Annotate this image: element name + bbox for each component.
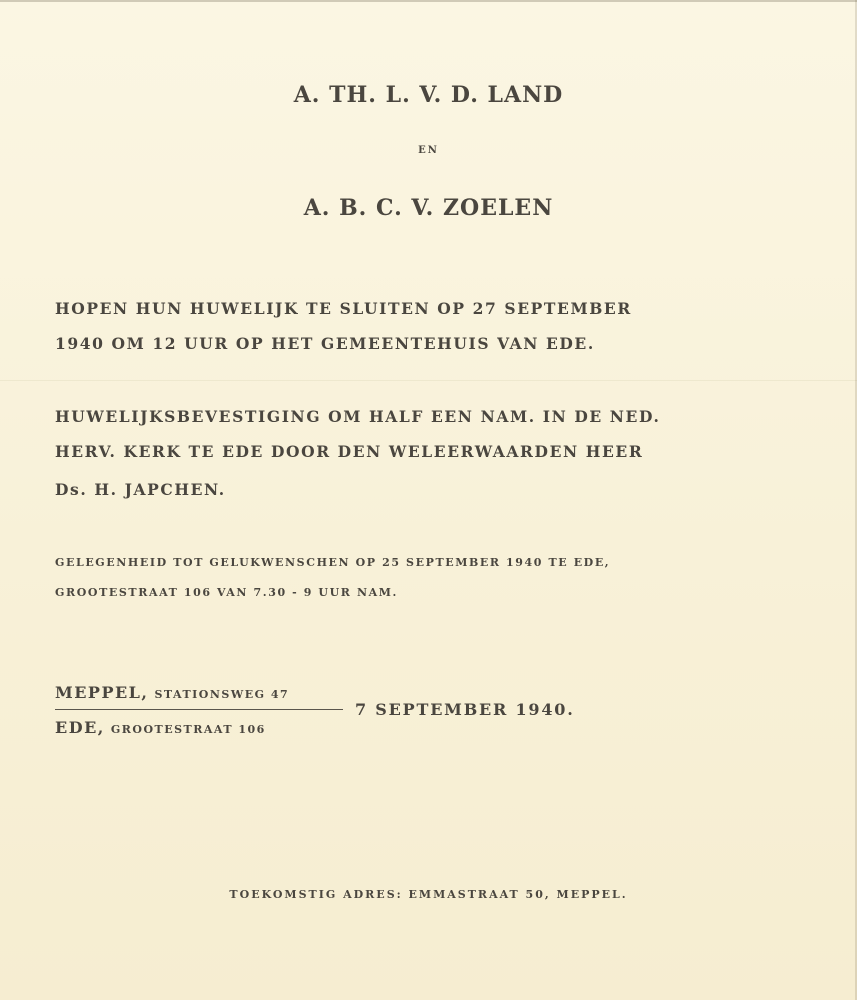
bride-name: A. B. C. V. ZOELEN xyxy=(303,195,554,221)
paper-fold-crease xyxy=(0,380,857,381)
future-address: TOEKOMSTIG ADRES: EMMASTRAAT 50, MEPPEL. xyxy=(229,888,628,901)
ede-address xyxy=(55,718,266,737)
ceremony-line-3: Ds. H. JAPCHEN. xyxy=(55,480,226,499)
ceremony-line-1: HUWELIJKSBEVESTIGING OM HALF EEN NAM. IN DE NED. xyxy=(55,407,661,426)
reception-line-1: GELEGENHEID TOT GELUKWENSCHEN OP 25 SEPTEMBER 1940 TE EDE, xyxy=(55,556,611,569)
paper-top-edge xyxy=(0,0,857,2)
announcement-date: 7 SEPTEMBER 1940. xyxy=(355,700,575,719)
address-divider xyxy=(55,709,343,710)
conjunction-en: EN xyxy=(418,145,439,156)
ede-street: GROOTESTRAAT 106 xyxy=(110,723,266,736)
ede-city: EDE, xyxy=(55,718,105,737)
meppel-street: STATIONSWEG 47 xyxy=(154,688,290,701)
reception-line-2: GROOTESTRAAT 106 VAN 7.30 - 9 UUR NAM. xyxy=(55,586,398,599)
groom-name: A. TH. L. V. D. LAND xyxy=(293,82,564,108)
meppel-address xyxy=(55,683,289,702)
ceremony-line-2: HERV. KERK TE EDE DOOR DEN WELEERWAARDEN HEER xyxy=(55,442,644,461)
meppel-city: MEPPEL, xyxy=(55,683,149,702)
announcement-line-1: HOPEN HUN HUWELIJK TE SLUITEN OP 27 SEPTEMBER xyxy=(55,299,632,318)
announcement-line-2: 1940 OM 12 UUR OP HET GEMEENTEHUIS VAN EDE. xyxy=(55,334,595,353)
